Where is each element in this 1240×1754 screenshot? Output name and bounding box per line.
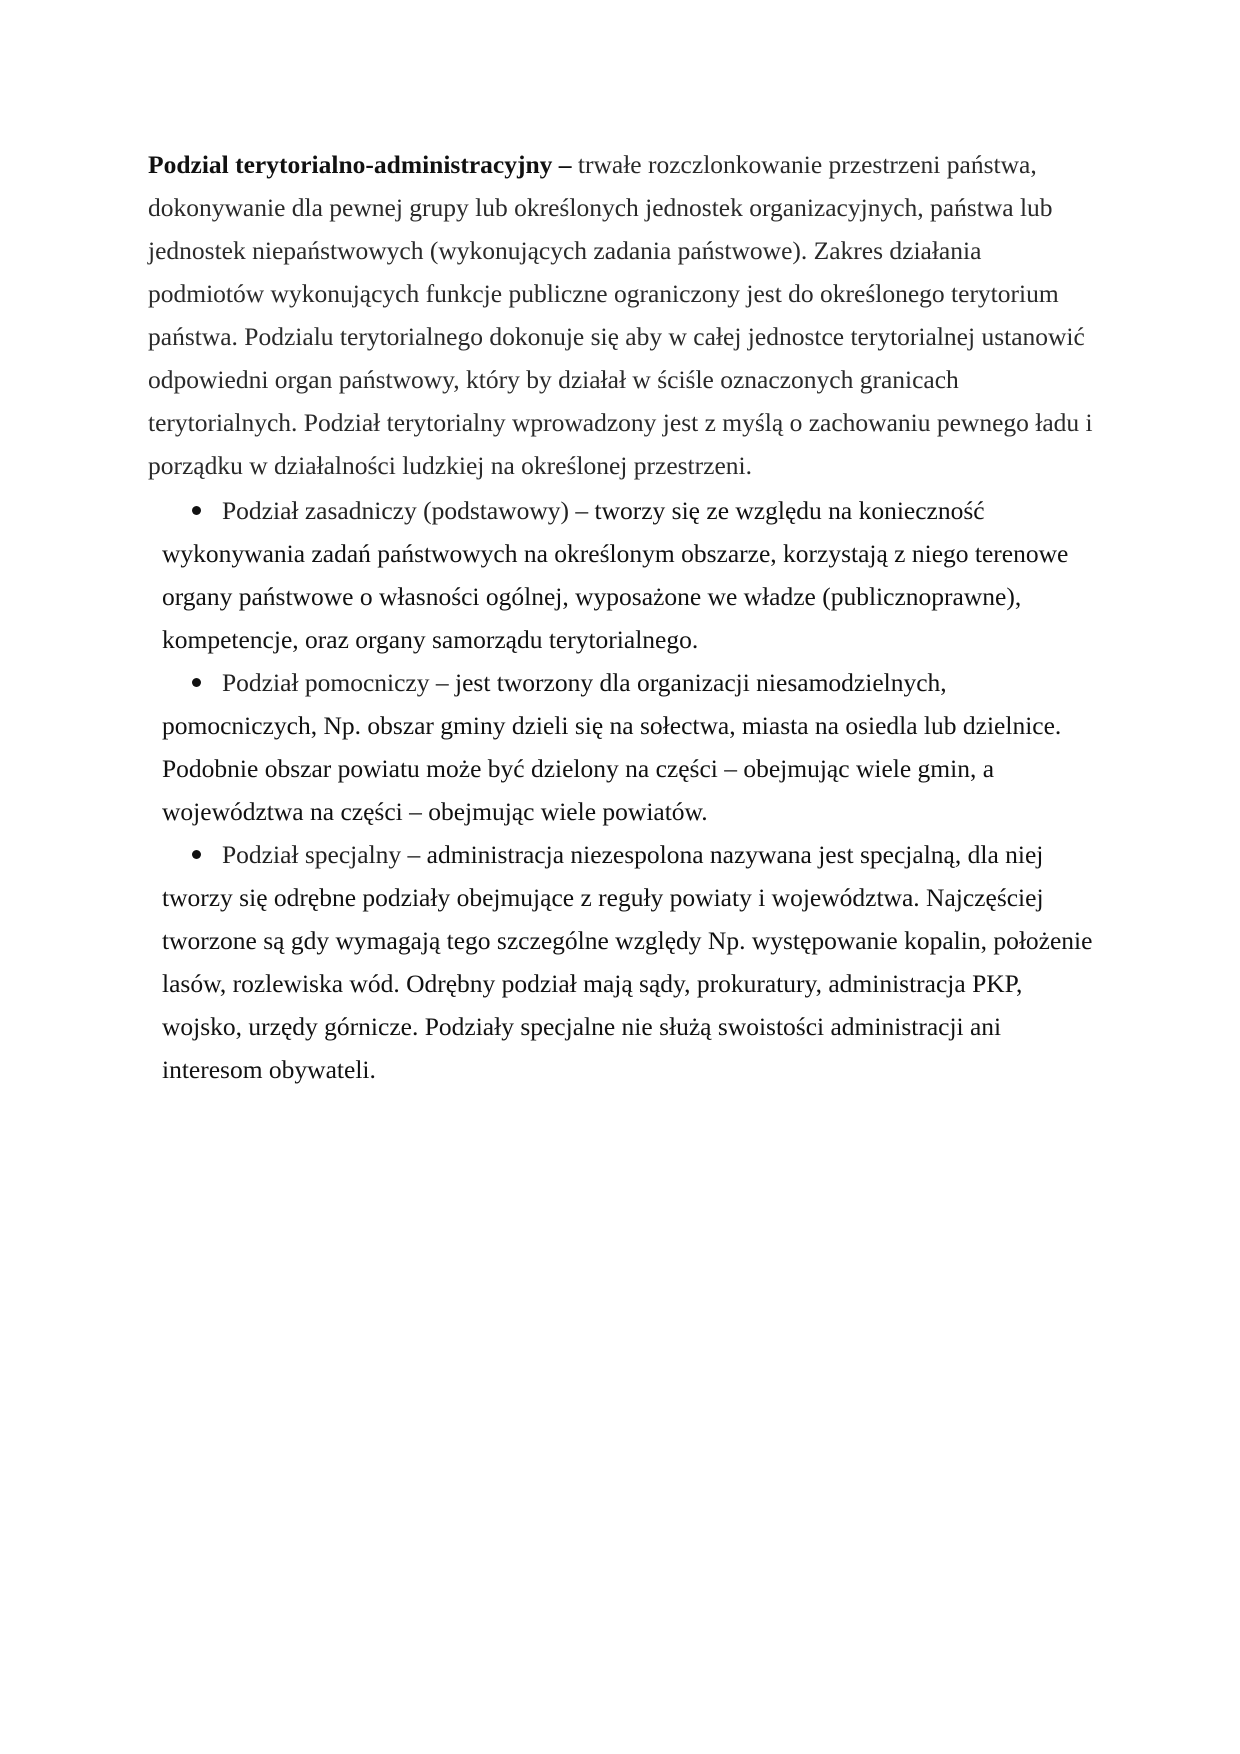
bullet-icon: [192, 678, 201, 687]
bullet-text: – tworzy się ze względu na konieczność wykonywania zadań państwowych na określonym obszarze, korzystają z niego terenowe organy państwowe o własności ogólnej, wyposażone we władze (publicznoprawne), kompetencje, oraz organy samorządu terytorialnego.: [162, 496, 1069, 654]
intro-paragraph: [148, 143, 1096, 487]
bullet-term: Podział zasadniczy (podstawowy): [222, 496, 569, 525]
division-list: [148, 489, 1096, 1091]
bullet-term: Podział specjalny: [222, 840, 402, 869]
bullet-text: – jest tworzony dla organizacji niesamodzielnych, pomocniczych, Np. obszar gminy dzieli się na sołectwa, miasta na osiedla lub dzielnice. Podobnie obszar powiatu może być dzielony na części – obejmując wiele gmin, a województwa na części – obejmując wiele powiatów.: [162, 668, 1062, 826]
bullet-text: – administracja niezespolona nazywana jest specjalną, dla niej tworzy się odrębne podziały obejmujące z reguły powiaty i województwa. Najczęściej tworzone są gdy wymagają tego szczególne względy Np. występowanie kopalin, położenie lasów, rozlewiska wód. Odrębny podział mają sądy, prokuratury, administracja PKP, wojsko, urzędy górnicze. Podziały specjalne nie służą swoistości administracji ani interesom obywateli.: [162, 840, 1093, 1084]
bullet-icon: [192, 850, 201, 859]
list-item-podzial-pomocniczy: [148, 661, 1096, 833]
bullet-icon: [192, 506, 201, 515]
intro-term: Podzial terytorialno-administracyjny –: [148, 150, 572, 179]
bullet-term: Podział pomocniczy: [222, 668, 430, 697]
intro-text: trwałe rozczlonkowanie przestrzeni państwa, dokonywanie dla pewnej grupy lub określonych jednostek organizacyjnych, państwa lub jednostek niepaństwowych (wykonujących zadania państwowe). Zakres działania podmiotów wykonujących funkcje publiczne ograniczony jest do określonego terytorium państwa. Podzialu terytorialnego dokonuje się aby w całej jednostce terytorialnej ustanowić odpowiedni organ państwowy, który by działał w ściśle oznaczonych granicach terytorialnych. Podział terytorialny wprowadzony jest z myślą o zachowaniu pewnego ładu i porządku w działalności ludzkiej na określonej przestrzeni.: [148, 150, 1093, 480]
list-item-podzial-specjalny: [148, 833, 1096, 1091]
document-body: [148, 143, 1096, 1091]
list-item-podzial-zasadniczy: [148, 489, 1096, 661]
